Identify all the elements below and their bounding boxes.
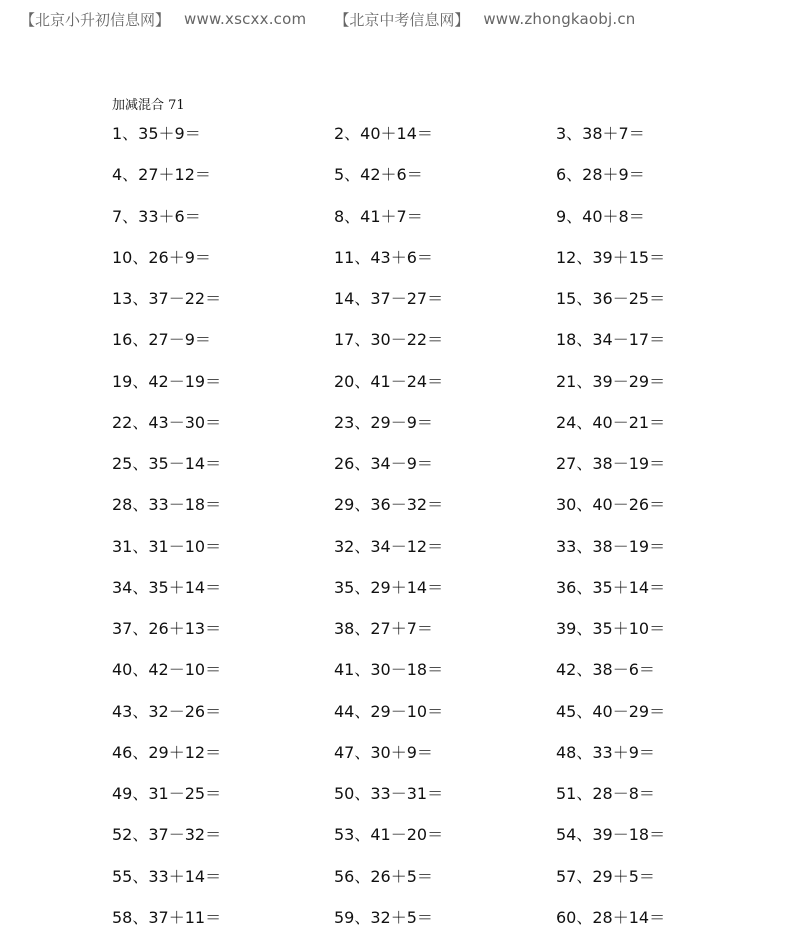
problem-item: 17、30－22＝ [334,330,444,350]
problem-item: 27、38－19＝ [556,454,666,473]
problem-item: 36、35＋14＝ [556,577,666,597]
problem-item: 6、28＋9＝ [556,165,645,185]
problem-item: 37、26＋13＝ [112,619,222,638]
problem-item: 19、42－19＝ [112,371,222,391]
problem-item: 33、38－19＝ [556,536,666,556]
problem-item: 5、42＋6＝ [334,165,423,185]
header-link-zhongkao[interactable]: www.zhongkaobj.cn [483,10,636,28]
problem-item: 26、34－9＝ [334,454,433,473]
problem-item: 4、27＋12＝ [112,165,211,185]
header-link-xscxx[interactable]: www.xscxx.com [184,10,307,28]
problem-item: 46、29＋12＝ [112,742,222,762]
problem-item: 40、42－10＝ [112,660,222,680]
problem-item: 42、38－6＝ [556,660,655,680]
problem-item: 58、37＋11＝ [112,907,222,927]
problem-item: 18、34－17＝ [556,330,666,350]
problem-item: 55、33＋14＝ [112,866,222,886]
problem-item: 53、41－20＝ [334,825,444,845]
page-header [20,8,664,30]
problem-item: 30、40－26＝ [556,495,666,515]
problem-item: 39、35＋10＝ [556,619,666,638]
problem-item: 47、30＋9＝ [334,742,433,762]
problem-item: 35、29＋14＝ [334,577,444,597]
problem-item: 1、35＋9＝ [112,124,201,143]
problem-item: 57、29＋5＝ [556,866,655,886]
problem-item: 13、37－22＝ [112,289,222,308]
problem-grid [112,122,772,947]
problem-item: 51、28－8＝ [556,784,655,803]
problem-item: 14、37－27＝ [334,289,444,308]
problem-item: 25、35－14＝ [112,454,222,473]
problem-item: 45、40－29＝ [556,701,666,721]
problem-item: 34、35＋14＝ [112,577,222,597]
problem-item: 60、28＋14＝ [556,907,666,927]
problem-item: 9、40＋8＝ [556,206,645,226]
problem-item: 8、41＋7＝ [334,206,423,226]
problem-item: 38、27＋7＝ [334,619,433,638]
problem-item: 12、39＋15＝ [556,247,666,267]
problem-item: 21、39－29＝ [556,371,666,391]
problem-item: 48、33＋9＝ [556,742,655,762]
problem-item: 49、31－25＝ [112,784,222,803]
problem-item: 11、43＋6＝ [334,247,433,267]
problem-item: 7、33＋6＝ [112,206,201,226]
problem-item: 24、40－21＝ [556,412,666,432]
problem-item: 10、26＋9＝ [112,247,211,267]
problem-item: 22、43－30＝ [112,412,222,432]
problem-item: 50、33－31＝ [334,784,444,803]
problem-item: 3、38＋7＝ [556,124,645,143]
problem-item: 52、37－32＝ [112,825,222,845]
problem-item: 29、36－32＝ [334,495,444,515]
header-site-name-zhongkao: 【北京中考信息网】 [334,10,470,29]
problem-item: 43、32－26＝ [112,701,222,721]
problem-item: 41、30－18＝ [334,660,444,680]
problem-item: 2、40＋14＝ [334,124,433,143]
problem-item: 54、39－18＝ [556,825,666,845]
worksheet-title: 加减混合 71 [112,98,185,113]
problem-item: 32、34－12＝ [334,536,444,556]
problem-item: 23、29－9＝ [334,412,433,432]
problem-item: 16、27－9＝ [112,330,211,350]
header-site-name-xscxx: 【北京小升初信息网】 [20,10,171,29]
problem-item: 31、31－10＝ [112,536,222,556]
problem-item: 59、32＋5＝ [334,907,433,927]
problem-item: 15、36－25＝ [556,289,666,308]
problem-item: 20、41－24＝ [334,371,444,391]
problem-item: 56、26＋5＝ [334,866,433,886]
problem-item: 28、33－18＝ [112,495,222,515]
problem-item: 44、29－10＝ [334,701,444,721]
